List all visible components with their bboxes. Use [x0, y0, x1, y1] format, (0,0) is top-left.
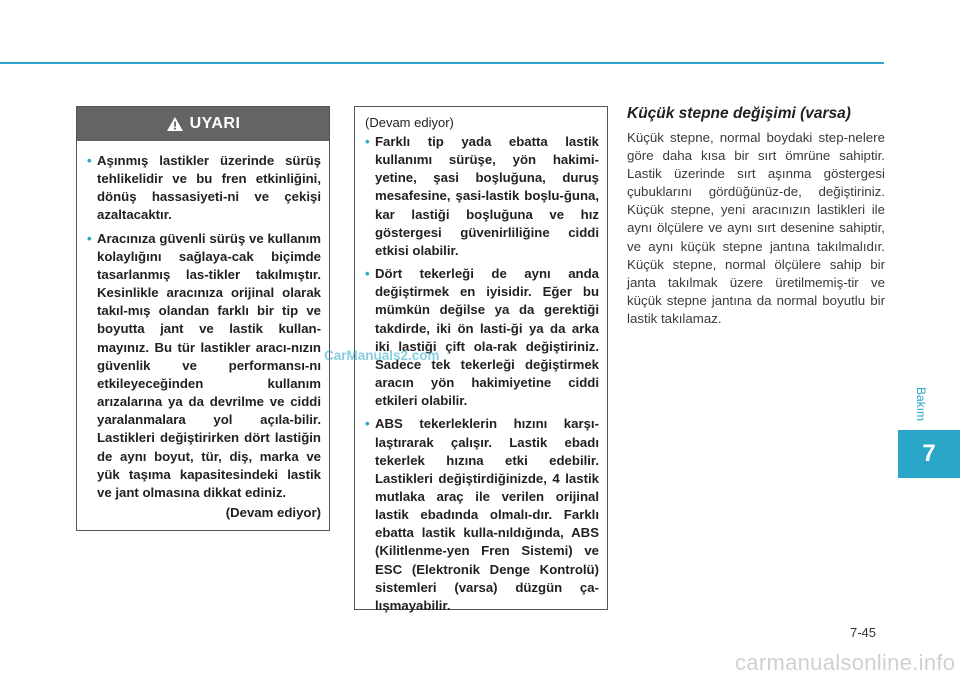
bullet-dot: •	[365, 266, 370, 282]
warning-bullet: • Aracınıza güvenli sürüş ve kullanım kolaylığını sağlaya-cak biçimde tasarlanmış las-tikler takılmıştır. Kesinlikle aracınıza orijinal olarak takıl-mış olandan farklı bir tip ve boyutta jant ve lastik kullan-mayınız. Bu tür lastikler aracı-nızın güvenlik ve performansı-nı etkileyeceğinden kullanım arızalarına ya da devrilme ve ciddi yaralanmalara yol açıla-bilir. Lastikleri değiştirirken dört lastiğin de aynı boyut, tür, diş, marka ve yük taşıma kapasitesindeki lastik ve jant olmasına dikkat ediniz.	[87, 230, 321, 500]
section-title: Küçük stepne değişimi (varsa)	[627, 105, 851, 122]
warning-title: UYARI	[189, 115, 241, 132]
continuation-bullet: • ABS tekerleklerin hızını karşı-laştırarak çalışır. Lastik ebadı tekerlek hızına etki edebilir. Lastikleri değiştirdiğinizde, 4 lastik mutlaka araç ile verilen orijinal lastik ebadında olmalı-dır. Farklı ebatta lastik kulla-nıldığında, ABS (Kilitlenme-yen Fren Sistemi) ve ESC (Elektronik Denge Kontrolü) sistemleri (varsa) düzgün ça-lışmayabilir.	[365, 416, 599, 613]
chapter-side-label: Bakım	[914, 386, 929, 422]
warning-triangle-icon	[166, 116, 184, 132]
top-rule	[0, 62, 884, 64]
footer-watermark: carmanualsonline.info	[735, 650, 956, 675]
right-column	[627, 104, 885, 328]
warning-box	[76, 106, 330, 531]
continuation-bullet: • Dört tekerleği de aynı anda değiştirmek en iyisidir. Eğer bu mümkün değilse ya da gerektiği takdirde, iki ön lasti-ği ya da arka iki lastiği çift ola-rak değiştiriniz. Sadece tek tekerleği değiştirmek aracın yön hakimiyetine ciddi etkileri olabilir.	[365, 266, 599, 409]
warning-continued-note: (Devam ediyor)	[225, 504, 321, 520]
bullet-dot: •	[87, 230, 92, 246]
section-body: Küçük stepne, normal boydaki step-nelere göre daha kısa bir sırt ömrüne sahiptir. Lastik üzerinde sırt aşınma göstergesi çubuklarını gördüğünüz-de, değiştiriniz. Küçük stepne, yeni aracınızın lastikleri ile aynı ölçülere ve aynı sırt desenine sahiptir, ve aynı küçük stepne jantına takılmalıdır. Küçük stepne, normal ölçülere sahip bir janta takılmak üzere üretilmemiş-tir ve küçük stepne jantına da normal boyutlu bir lastik takılamaz.	[627, 130, 885, 326]
warning-body	[77, 141, 329, 522]
page-number: 7-45	[850, 625, 877, 640]
chapter-tab: 7	[898, 430, 960, 478]
bullet-dot: •	[365, 134, 370, 149]
continuation-heading: (Devam ediyor)	[365, 115, 454, 130]
warning-header	[77, 107, 329, 141]
bullet-dot: •	[365, 416, 370, 432]
continuation-bullet: • Farklı tip yada ebatta lastik kullanımı sürüşe, yön hakimi-yetine, şasi boşluğuna, duruş mesafesine, şasi-lastik boşlu-ğuna, kar lastiği boşluğuna ve hız göstergesi güvenirliliğine ciddi etkisi olabilir.	[365, 134, 599, 258]
warning-bullet: • Aşınmış lastikler üzerinde sürüş tehlikelidir ve bu fren etkinliğini, dönüş hassasiyeti-ni ve çekişi azaltacaktır.	[87, 153, 321, 223]
bullet-dot: •	[87, 153, 92, 168]
watermark: CarManuals2.com	[324, 348, 440, 363]
